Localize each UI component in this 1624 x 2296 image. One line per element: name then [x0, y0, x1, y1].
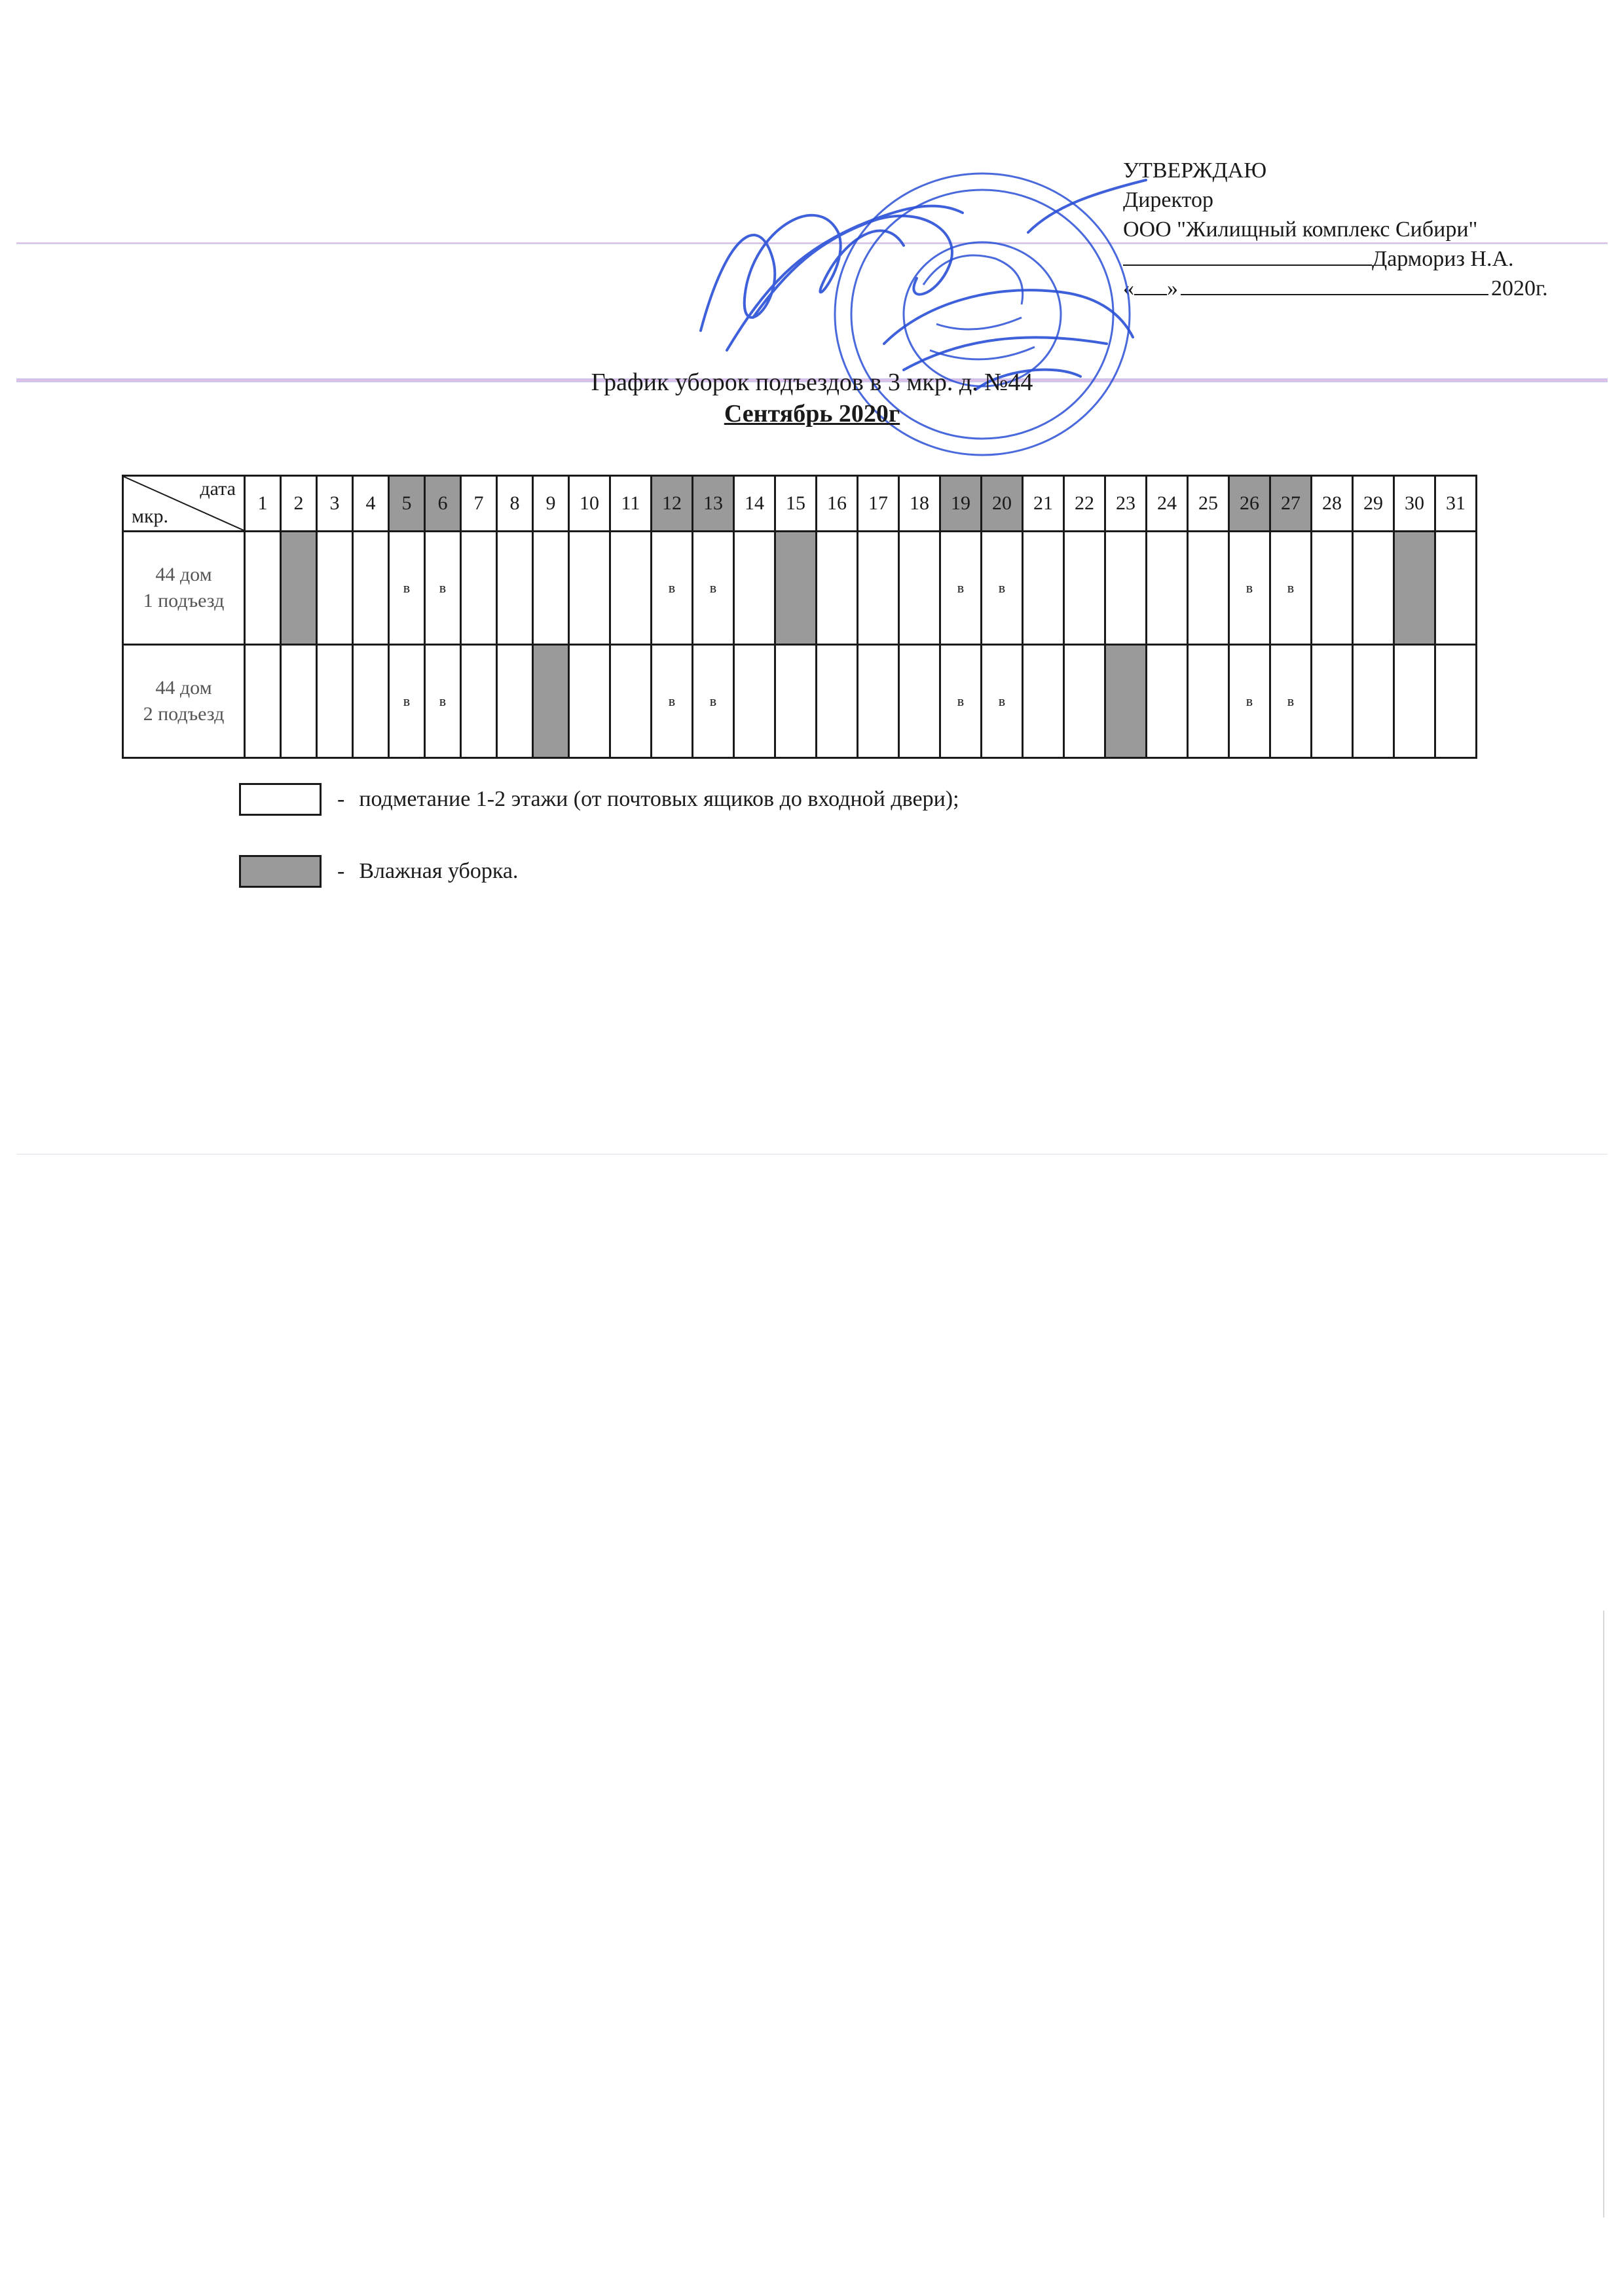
sweep-cell — [1394, 645, 1435, 758]
day-header: 23 — [1105, 476, 1147, 532]
sweep-cell — [461, 532, 497, 645]
day-header: 19 — [940, 476, 982, 532]
wet-cleaning-cell — [281, 532, 317, 645]
day-header: 12 — [652, 476, 693, 532]
sweep-cell — [1353, 532, 1394, 645]
day-header: 3 — [317, 476, 353, 532]
day-header: 11 — [610, 476, 652, 532]
day-header: 26 — [1229, 476, 1270, 532]
weekend-cell: в — [425, 645, 461, 758]
entrance-label — [123, 532, 245, 645]
day-header: 5 — [389, 476, 425, 532]
sweep-cell — [353, 645, 389, 758]
day-header: 15 — [775, 476, 817, 532]
sweep-cell — [1064, 532, 1105, 645]
sweep-cell — [610, 532, 652, 645]
sweep-cell — [817, 645, 858, 758]
sweep-cell — [1188, 645, 1229, 758]
day-header: 7 — [461, 476, 497, 532]
day-header: 27 — [1270, 476, 1312, 532]
date-close-quote: » — [1167, 276, 1178, 301]
table-body — [123, 532, 1477, 758]
table-header-row — [123, 476, 1477, 532]
sweep-cell — [317, 532, 353, 645]
sweep-cell — [1147, 645, 1188, 758]
sweep-cell — [1353, 645, 1394, 758]
weekend-cell: в — [693, 532, 734, 645]
day-header: 18 — [899, 476, 940, 532]
day-header: 9 — [533, 476, 569, 532]
sweep-cell — [1105, 532, 1147, 645]
cleaning-schedule-table — [122, 475, 1477, 759]
sweep-cell — [817, 532, 858, 645]
sweep-cell — [1023, 645, 1064, 758]
month-blank — [1181, 274, 1488, 295]
sweep-cell — [610, 645, 652, 758]
legend-dash: - — [337, 787, 345, 811]
sweep-cell — [1147, 532, 1188, 645]
weekend-cell: в — [389, 532, 425, 645]
entrance-number-label: 1 подъезд — [143, 590, 225, 611]
sweep-cell — [245, 645, 281, 758]
approve-label: УТВЕРЖДАЮ — [1123, 158, 1267, 183]
weekend-cell: в — [1270, 645, 1312, 758]
day-header: 30 — [1394, 476, 1435, 532]
sweep-cell — [497, 532, 533, 645]
building-label: 44 дом — [155, 677, 212, 699]
entrance-label — [123, 645, 245, 758]
sweep-cell — [858, 532, 899, 645]
weekend-cell: в — [940, 532, 982, 645]
day-header: 2 — [281, 476, 317, 532]
weekend-cell: в — [982, 532, 1023, 645]
schedule-title: График уборок подъездов в 3 мкр. д. №44 — [591, 369, 1033, 396]
day-header: 17 — [858, 476, 899, 532]
day-header: 28 — [1312, 476, 1353, 532]
sweep-cell — [858, 645, 899, 758]
day-header: 25 — [1188, 476, 1229, 532]
legend-sweep-text: подметание 1-2 этажи (от почтовых ящиков до входной двери); — [359, 787, 959, 811]
table-row — [123, 532, 1477, 645]
weekend-cell: в — [940, 645, 982, 758]
weekend-cell: в — [652, 532, 693, 645]
sweep-cell — [353, 532, 389, 645]
day-header: 8 — [497, 476, 533, 532]
day-header: 14 — [734, 476, 775, 532]
page-edge-line — [1603, 1611, 1604, 2217]
day-header: 24 — [1147, 476, 1188, 532]
scan-line-bottom — [16, 1154, 1608, 1155]
sweep-cell — [899, 645, 940, 758]
legend-swatch-grey — [239, 855, 322, 888]
document-title — [0, 367, 1624, 429]
legend-item-wet — [239, 855, 518, 888]
signatory-name: Дармориз Н.А. — [1372, 247, 1514, 271]
weekend-cell: в — [425, 532, 461, 645]
legend-wet-text: Влажная уборка. — [359, 859, 519, 883]
legend-swatch-white — [239, 783, 322, 816]
sweep-cell — [281, 645, 317, 758]
wet-cleaning-cell — [533, 645, 569, 758]
sweep-cell — [317, 645, 353, 758]
sweep-cell — [245, 532, 281, 645]
schedule-month: Сентябрь 2020г — [724, 400, 900, 428]
day-header: 31 — [1435, 476, 1477, 532]
day-header: 16 — [817, 476, 858, 532]
director-position: Директор — [1123, 188, 1213, 212]
weekend-cell: в — [1229, 532, 1270, 645]
day-header: 4 — [353, 476, 389, 532]
sweep-cell — [734, 532, 775, 645]
entrance-number-label: 2 подъезд — [143, 703, 225, 725]
weekend-cell: в — [1229, 645, 1270, 758]
sweep-cell — [775, 645, 817, 758]
day-header: 1 — [245, 476, 281, 532]
sweep-cell — [1312, 645, 1353, 758]
day-header: 10 — [569, 476, 610, 532]
sweep-cell — [1312, 532, 1353, 645]
day-header: 13 — [693, 476, 734, 532]
corner-date-label: дата — [200, 478, 236, 500]
weekend-cell: в — [389, 645, 425, 758]
day-header: 29 — [1353, 476, 1394, 532]
sweep-cell — [461, 645, 497, 758]
signature-line — [1123, 245, 1372, 266]
sweep-cell — [497, 645, 533, 758]
date-open-quote: « — [1123, 276, 1134, 301]
building-label: 44 дом — [155, 564, 212, 585]
wet-cleaning-cell — [1394, 532, 1435, 645]
sweep-cell — [899, 532, 940, 645]
wet-cleaning-cell — [775, 532, 817, 645]
table-row — [123, 645, 1477, 758]
sweep-cell — [1435, 645, 1477, 758]
sweep-cell — [1188, 532, 1229, 645]
weekend-cell: в — [652, 645, 693, 758]
weekend-cell: в — [693, 645, 734, 758]
wet-cleaning-cell — [1105, 645, 1147, 758]
sweep-cell — [734, 645, 775, 758]
organization-name: ООО "Жилищный комплекс Сибири" — [1123, 217, 1478, 242]
corner-header-cell — [123, 476, 245, 532]
day-header: 20 — [982, 476, 1023, 532]
sweep-cell — [569, 532, 610, 645]
sweep-cell — [1023, 532, 1064, 645]
legend-dash: - — [337, 859, 345, 883]
day-header: 6 — [425, 476, 461, 532]
sweep-cell — [1064, 645, 1105, 758]
corner-district-label: мкр. — [132, 505, 169, 527]
sweep-cell — [1435, 532, 1477, 645]
day-header: 22 — [1064, 476, 1105, 532]
day-header: 21 — [1023, 476, 1064, 532]
weekend-cell: в — [982, 645, 1023, 758]
weekend-cell: в — [1270, 532, 1312, 645]
sweep-cell — [533, 532, 569, 645]
sweep-cell — [569, 645, 610, 758]
legend-item-sweep — [239, 783, 959, 816]
approval-year: 2020г. — [1491, 276, 1548, 301]
